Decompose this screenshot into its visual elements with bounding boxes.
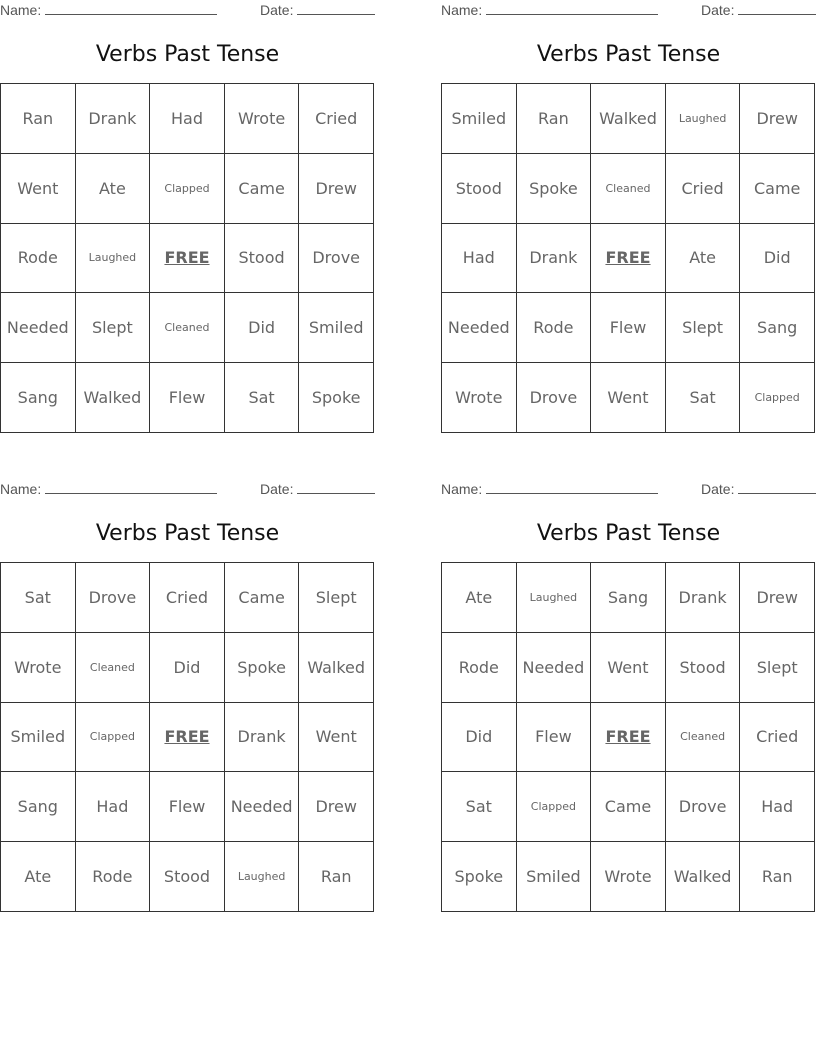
bingo-cell[interactable]: Smiled (442, 84, 517, 154)
bingo-cell[interactable]: Did (740, 224, 815, 294)
bingo-cell[interactable]: Flew (517, 703, 592, 773)
bingo-cell[interactable]: Laughed (666, 84, 741, 154)
name-label: Name: (0, 2, 42, 18)
bingo-cell[interactable]: Wrote (225, 84, 300, 154)
bingo-cell[interactable]: Stood (225, 224, 300, 294)
name-line (486, 481, 658, 494)
bingo-cell[interactable]: Smiled (299, 293, 374, 363)
bingo-grid (441, 83, 815, 433)
bingo-cell[interactable]: Slept (740, 633, 815, 703)
date-line (738, 481, 816, 494)
bingo-cell[interactable]: Walked (299, 633, 374, 703)
bingo-grid (0, 83, 374, 433)
bingo-cell[interactable]: Came (591, 772, 666, 842)
bingo-grid (441, 562, 815, 912)
card-title: Verbs Past Tense (536, 42, 721, 67)
bingo-cell[interactable]: Drank (225, 703, 300, 773)
name-label: Name: (441, 2, 483, 18)
name-field[interactable] (441, 2, 658, 18)
bingo-card-4 (441, 479, 816, 914)
date-field[interactable] (260, 481, 375, 497)
card-title: Verbs Past Tense (95, 42, 280, 67)
name-line (45, 481, 217, 494)
bingo-cell[interactable]: Went (591, 363, 666, 433)
bingo-grid (0, 562, 374, 912)
bingo-cell[interactable]: Rode (1, 224, 76, 294)
bingo-cell[interactable]: Wrote (591, 842, 666, 912)
bingo-cell[interactable]: Sat (442, 772, 517, 842)
bingo-cell[interactable]: Cried (740, 703, 815, 773)
card-title: Verbs Past Tense (536, 521, 721, 546)
bingo-cell[interactable]: Went (1, 154, 76, 224)
bingo-cell[interactable]: Ate (442, 563, 517, 633)
bingo-cell[interactable]: Spoke (442, 842, 517, 912)
bingo-cell[interactable]: Drove (666, 772, 741, 842)
bingo-cell[interactable]: Had (76, 772, 151, 842)
date-label: Date: (260, 481, 294, 497)
bingo-cell[interactable]: Laughed (225, 842, 300, 912)
date-line (738, 2, 816, 15)
bingo-cell[interactable]: Did (225, 293, 300, 363)
bingo-cell[interactable]: Drove (76, 563, 151, 633)
name-label: Name: (0, 481, 42, 497)
date-label: Date: (701, 481, 735, 497)
bingo-cell[interactable]: Sang (1, 363, 76, 433)
date-line (297, 2, 375, 15)
bingo-cell[interactable]: Drove (299, 224, 374, 294)
bingo-cell[interactable]: Spoke (299, 363, 374, 433)
bingo-cell[interactable]: Went (299, 703, 374, 773)
bingo-cell[interactable]: Cleaned (666, 703, 741, 773)
bingo-cell[interactable]: Rode (76, 842, 151, 912)
bingo-cell[interactable]: Laughed (517, 563, 592, 633)
date-field[interactable] (701, 2, 816, 18)
bingo-cell[interactable]: Sang (1, 772, 76, 842)
bingo-card-3 (0, 479, 375, 914)
bingo-cell[interactable]: Cleaned (76, 633, 151, 703)
bingo-cell[interactable]: Flew (150, 772, 225, 842)
bingo-cell[interactable]: Drew (299, 154, 374, 224)
bingo-cell[interactable]: Sat (225, 363, 300, 433)
bingo-cell[interactable]: Spoke (517, 154, 592, 224)
bingo-cell[interactable]: Wrote (1, 633, 76, 703)
bingo-cell[interactable]: Drew (299, 772, 374, 842)
card-header (0, 0, 375, 20)
bingo-cell[interactable]: Slept (666, 293, 741, 363)
bingo-cell[interactable]: Had (442, 224, 517, 294)
bingo-cell[interactable]: Cried (299, 84, 374, 154)
bingo-cell[interactable]: Sang (740, 293, 815, 363)
bingo-cell[interactable]: Walked (76, 363, 151, 433)
bingo-cell[interactable]: Came (225, 154, 300, 224)
bingo-cell[interactable]: Sang (591, 563, 666, 633)
bingo-cell[interactable]: Spoke (225, 633, 300, 703)
name-line (45, 2, 217, 15)
bingo-cell[interactable]: Cleaned (150, 293, 225, 363)
date-label: Date: (701, 2, 735, 18)
card-title: Verbs Past Tense (95, 521, 280, 546)
bingo-cell[interactable]: Rode (517, 293, 592, 363)
bingo-cell[interactable]: Flew (591, 293, 666, 363)
bingo-cell[interactable]: Drove (517, 363, 592, 433)
bingo-cell[interactable]: Cleaned (591, 154, 666, 224)
bingo-cell[interactable]: Slept (299, 563, 374, 633)
bingo-cell[interactable]: Ran (517, 84, 592, 154)
bingo-cell[interactable]: Went (591, 633, 666, 703)
bingo-cell[interactable]: Clapped (76, 703, 151, 773)
bingo-cell[interactable]: Ran (740, 842, 815, 912)
bingo-cell[interactable]: Needed (225, 772, 300, 842)
name-field[interactable] (0, 481, 217, 497)
bingo-cell[interactable]: Had (150, 84, 225, 154)
card-header (441, 479, 816, 499)
bingo-cell[interactable]: Clapped (150, 154, 225, 224)
free-space[interactable]: FREE (150, 224, 225, 294)
bingo-cell[interactable]: Ran (1, 84, 76, 154)
bingo-cell[interactable]: Wrote (442, 363, 517, 433)
bingo-cell[interactable]: Slept (76, 293, 151, 363)
date-line (297, 481, 375, 494)
bingo-cell[interactable]: Flew (150, 363, 225, 433)
bingo-cell[interactable]: Drank (517, 224, 592, 294)
bingo-cell[interactable]: Came (225, 563, 300, 633)
bingo-cell[interactable]: Walked (591, 84, 666, 154)
bingo-cell[interactable]: Needed (1, 293, 76, 363)
bingo-cell[interactable]: Smiled (517, 842, 592, 912)
bingo-cell[interactable]: Needed (517, 633, 592, 703)
bingo-cell[interactable]: Sat (666, 363, 741, 433)
bingo-cell[interactable]: Laughed (76, 224, 151, 294)
bingo-cell[interactable]: Ate (76, 154, 151, 224)
card-header (441, 0, 816, 20)
bingo-cell[interactable]: Cried (150, 563, 225, 633)
bingo-cell[interactable]: Needed (442, 293, 517, 363)
name-line (486, 2, 658, 15)
name-field[interactable] (0, 2, 217, 18)
bingo-cell[interactable]: Came (740, 154, 815, 224)
bingo-cell[interactable]: Drew (740, 563, 815, 633)
name-label: Name: (441, 481, 483, 497)
date-field[interactable] (260, 2, 375, 18)
bingo-cell[interactable]: Walked (666, 842, 741, 912)
bingo-cell[interactable]: Clapped (740, 363, 815, 433)
bingo-card-2 (441, 0, 816, 435)
bingo-cell[interactable]: Ran (299, 842, 374, 912)
bingo-cell[interactable]: Had (740, 772, 815, 842)
bingo-cell[interactable]: Stood (442, 154, 517, 224)
free-space[interactable]: FREE (591, 224, 666, 294)
bingo-cell[interactable]: Ate (1, 842, 76, 912)
bingo-cell[interactable]: Ate (666, 224, 741, 294)
bingo-cell[interactable]: Did (442, 703, 517, 773)
card-header (0, 479, 375, 499)
bingo-cell[interactable]: Drank (666, 563, 741, 633)
bingo-cell[interactable]: Drank (76, 84, 151, 154)
bingo-card-1 (0, 0, 375, 435)
date-label: Date: (260, 2, 294, 18)
bingo-cell[interactable]: Smiled (1, 703, 76, 773)
bingo-cell[interactable]: Stood (666, 633, 741, 703)
bingo-cell[interactable]: Cried (666, 154, 741, 224)
bingo-cell[interactable]: Sat (1, 563, 76, 633)
bingo-cell[interactable]: Stood (150, 842, 225, 912)
bingo-cell[interactable]: Clapped (517, 772, 592, 842)
free-space[interactable]: FREE (591, 703, 666, 773)
name-field[interactable] (441, 481, 658, 497)
bingo-cell[interactable]: Rode (442, 633, 517, 703)
bingo-cell[interactable]: Drew (740, 84, 815, 154)
bingo-cell[interactable]: Did (150, 633, 225, 703)
date-field[interactable] (701, 481, 816, 497)
free-space[interactable]: FREE (150, 703, 225, 773)
